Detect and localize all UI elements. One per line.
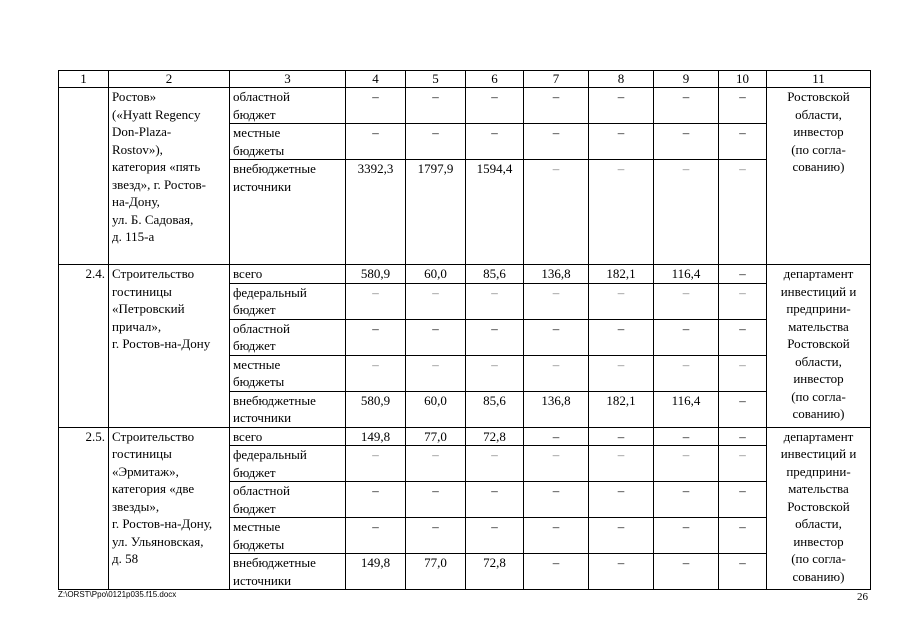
amount-cell: 149,8 (346, 554, 406, 590)
program-table (58, 70, 871, 590)
amount-cell: 580,9 (346, 391, 406, 427)
funding-source: всего (230, 265, 346, 284)
item-number: 2.5. (59, 427, 109, 590)
column-number: 11 (767, 71, 871, 88)
amount-cell: – (654, 283, 719, 319)
amount-cell: 77,0 (406, 554, 466, 590)
amount-cell: 136,8 (524, 265, 589, 284)
amount-cell: – (719, 265, 767, 284)
funding-source: местные бюджеты (230, 355, 346, 391)
amount-cell: – (346, 88, 406, 124)
amount-cell: – (466, 482, 524, 518)
amount-cell: – (406, 446, 466, 482)
column-number: 4 (346, 71, 406, 88)
amount-cell: – (346, 355, 406, 391)
amount-cell: – (719, 160, 767, 265)
responsible-executor: Ростовской области, инвестор (по согла- сованию) (767, 88, 871, 265)
amount-cell: 580,9 (346, 265, 406, 284)
amount-cell: – (346, 518, 406, 554)
header-row (59, 71, 871, 88)
amount-cell: 72,8 (466, 554, 524, 590)
amount-cell: – (654, 518, 719, 554)
page-number: 26 (857, 591, 868, 603)
amount-cell: – (406, 88, 466, 124)
project-name: Строительство гостиницы «Петровский причал», г. Ростов-на-Дону (109, 265, 230, 428)
funding-source: местные бюджеты (230, 518, 346, 554)
amount-cell: – (524, 446, 589, 482)
amount-cell: – (406, 319, 466, 355)
funding-source: местные бюджеты (230, 124, 346, 160)
amount-cell: 60,0 (406, 265, 466, 284)
amount-cell: – (719, 283, 767, 319)
column-number: 5 (406, 71, 466, 88)
file-path: Z:\ORST\Ppo\0121p035.f15.docx (58, 590, 177, 599)
responsible-executor: департамент инвестиций и предприни- мательства Ростовской области, инвестор (по согла- сованию) (767, 427, 871, 590)
amount-cell: – (719, 518, 767, 554)
amount-cell: – (346, 124, 406, 160)
item-number: 2.4. (59, 265, 109, 428)
funding-source: внебюджетные источники (230, 391, 346, 427)
project-name: Строительство гостиницы «Эрмитаж», категория «две звезды», г. Ростов-на-Дону, ул. Ульяновская, д. 58 (109, 427, 230, 590)
funding-source: внебюджетные источники (230, 160, 346, 265)
amount-cell: – (524, 160, 589, 265)
amount-cell: 182,1 (589, 391, 654, 427)
column-number: 1 (59, 71, 109, 88)
amount-cell: 85,6 (466, 391, 524, 427)
amount-cell: – (589, 427, 654, 446)
amount-cell: – (524, 427, 589, 446)
amount-cell: – (466, 518, 524, 554)
column-number: 8 (589, 71, 654, 88)
amount-cell: – (466, 283, 524, 319)
amount-cell: – (524, 518, 589, 554)
amount-cell: 72,8 (466, 427, 524, 446)
column-number: 9 (654, 71, 719, 88)
amount-cell: – (719, 88, 767, 124)
amount-cell: – (466, 319, 524, 355)
amount-cell: 116,4 (654, 265, 719, 284)
amount-cell: – (589, 88, 654, 124)
funding-source: федеральный бюджет (230, 446, 346, 482)
amount-cell: – (654, 554, 719, 590)
amount-cell: – (406, 124, 466, 160)
funding-source: федеральный бюджет (230, 283, 346, 319)
column-number: 6 (466, 71, 524, 88)
amount-cell: – (654, 160, 719, 265)
amount-cell: – (589, 160, 654, 265)
table-row (59, 427, 871, 446)
amount-cell: – (346, 319, 406, 355)
column-number: 7 (524, 71, 589, 88)
funding-source: областной бюджет (230, 482, 346, 518)
amount-cell: 136,8 (524, 391, 589, 427)
amount-cell: 1594,4 (466, 160, 524, 265)
funding-source: областной бюджет (230, 88, 346, 124)
amount-cell: – (524, 88, 589, 124)
amount-cell: – (719, 319, 767, 355)
amount-cell: – (406, 283, 466, 319)
amount-cell: 77,0 (406, 427, 466, 446)
amount-cell: – (589, 319, 654, 355)
funding-source: областной бюджет (230, 319, 346, 355)
amount-cell: – (654, 88, 719, 124)
amount-cell: 1797,9 (406, 160, 466, 265)
amount-cell: – (589, 283, 654, 319)
amount-cell: – (524, 554, 589, 590)
amount-cell: – (654, 355, 719, 391)
responsible-executor: департамент инвестиций и предприни- мательства Ростовской области, инвестор (по согла- сованию) (767, 265, 871, 428)
project-name: Ростов» («Hyatt Regency Don-Plaza- Rostov»), категория «пять звезд», г. Ростов- на-Дону, ул. Б. Садовая, д. 115-а (109, 88, 230, 265)
amount-cell: – (589, 124, 654, 160)
amount-cell: – (589, 355, 654, 391)
funding-source: внебюджетные источники (230, 554, 346, 590)
amount-cell: – (719, 554, 767, 590)
amount-cell: 149,8 (346, 427, 406, 446)
amount-cell: – (466, 124, 524, 160)
amount-cell: – (589, 482, 654, 518)
amount-cell: – (346, 482, 406, 518)
amount-cell: – (654, 427, 719, 446)
table-row (59, 88, 871, 124)
amount-cell: – (654, 482, 719, 518)
amount-cell: 60,0 (406, 391, 466, 427)
amount-cell: – (524, 283, 589, 319)
amount-cell: – (466, 446, 524, 482)
amount-cell: – (524, 355, 589, 391)
amount-cell: – (466, 355, 524, 391)
amount-cell: – (524, 124, 589, 160)
amount-cell: – (719, 355, 767, 391)
amount-cell: – (719, 427, 767, 446)
amount-cell: – (654, 446, 719, 482)
amount-cell: – (719, 391, 767, 427)
column-number: 10 (719, 71, 767, 88)
amount-cell: – (346, 283, 406, 319)
amount-cell: – (406, 518, 466, 554)
amount-cell: – (654, 319, 719, 355)
amount-cell: 85,6 (466, 265, 524, 284)
amount-cell: 182,1 (589, 265, 654, 284)
amount-cell: – (589, 446, 654, 482)
amount-cell: – (719, 124, 767, 160)
column-number: 3 (230, 71, 346, 88)
table-row (59, 265, 871, 284)
amount-cell: – (589, 554, 654, 590)
amount-cell: – (654, 124, 719, 160)
amount-cell: – (466, 88, 524, 124)
amount-cell: – (346, 446, 406, 482)
amount-cell: – (524, 482, 589, 518)
item-number (59, 88, 109, 265)
amount-cell: – (719, 446, 767, 482)
amount-cell: – (589, 518, 654, 554)
amount-cell: 3392,3 (346, 160, 406, 265)
amount-cell: – (524, 319, 589, 355)
funding-source: всего (230, 427, 346, 446)
column-number: 2 (109, 71, 230, 88)
amount-cell: 116,4 (654, 391, 719, 427)
amount-cell: – (406, 482, 466, 518)
amount-cell: – (719, 482, 767, 518)
amount-cell: – (406, 355, 466, 391)
